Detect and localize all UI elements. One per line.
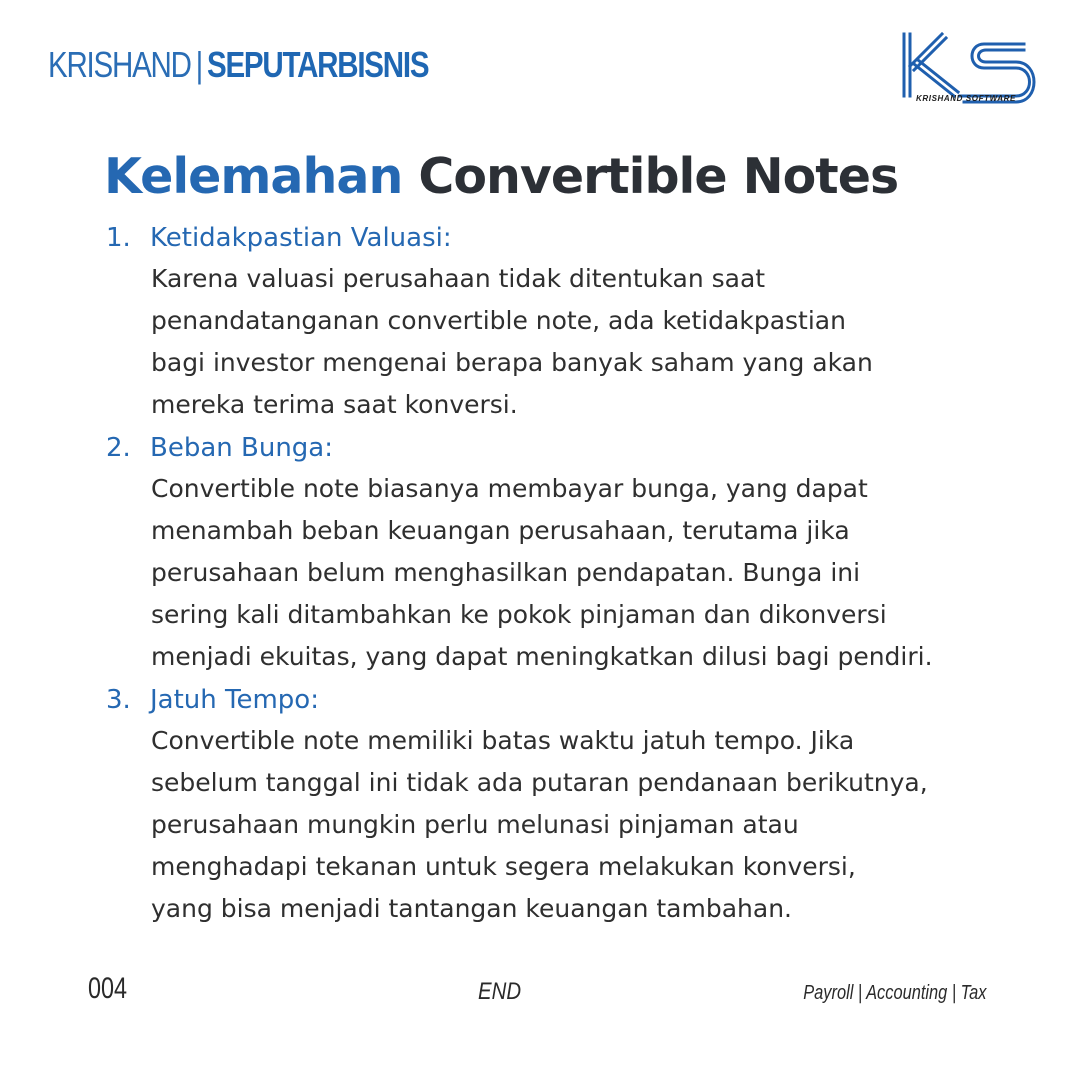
page-title [104, 148, 898, 205]
list-item [106, 428, 1006, 678]
body-line: bagi investor mengenai berapa banyak saham yang akan [151, 348, 873, 377]
body-line: perusahaan belum menghasilkan pendapatan. Bunga ini [151, 558, 861, 587]
title-accent: Kelemahan [104, 148, 403, 205]
body-line: menjadi ekuitas, yang dapat meningkatkan dilusi bagi pendiri. [151, 642, 933, 671]
item-body [106, 720, 1006, 930]
body-line: sebelum tanggal ini tidak ada putaran pendanaan berikutnya, [151, 768, 928, 797]
item-heading [106, 218, 1006, 258]
brand-section: SEPUTARBISNIS [206, 44, 429, 85]
footer-tagline: Payroll | Accounting | Tax [802, 982, 986, 1004]
list-item [106, 680, 1006, 930]
logo-caption: KRISHAND SOFTWARE [916, 94, 1016, 103]
item-number: 3. [106, 685, 131, 715]
page-number: 004 [88, 972, 128, 1005]
body-line: menambah beban keuangan perusahaan, terutama jika [151, 516, 850, 545]
item-number: 1. [106, 223, 131, 253]
body-line: Karena valuasi perusahaan tidak ditentukan saat [151, 264, 766, 293]
body-line: sering kali ditambahkan ke pokok pinjaman dan dikonversi [151, 600, 887, 629]
body-line: Convertible note memiliki batas waktu jatuh tempo. Jika [151, 726, 855, 755]
item-heading-text: Beban Bunga: [150, 433, 334, 463]
item-heading [106, 680, 1006, 720]
end-label: END [478, 978, 522, 1005]
item-heading-text: Ketidakpastian Valuasi: [150, 223, 452, 253]
brand-header [48, 44, 428, 86]
item-body [106, 468, 1006, 678]
weakness-list [106, 218, 1006, 930]
item-heading [106, 428, 1006, 468]
item-number: 2. [106, 433, 131, 463]
title-rest: Convertible Notes [418, 148, 899, 205]
body-line: perusahaan mungkin perlu melunasi pinjaman atau [151, 810, 799, 839]
body-line: menghadapi tekanan untuk segera melakukan konversi, [151, 852, 856, 881]
body-line: yang bisa menjadi tantangan keuangan tambahan. [151, 894, 792, 923]
brand-name: KRISHAND [48, 44, 191, 85]
body-line: Convertible note biasanya membayar bunga, yang dapat [151, 474, 868, 503]
body-line: mereka terima saat konversi. [151, 390, 518, 419]
brand-separator: | [195, 44, 203, 85]
body-line: penandatanganan convertible note, ada ketidakpastian [151, 306, 846, 335]
item-heading-text: Jatuh Tempo: [150, 685, 319, 715]
list-item [106, 218, 1006, 426]
item-body [106, 258, 1006, 426]
